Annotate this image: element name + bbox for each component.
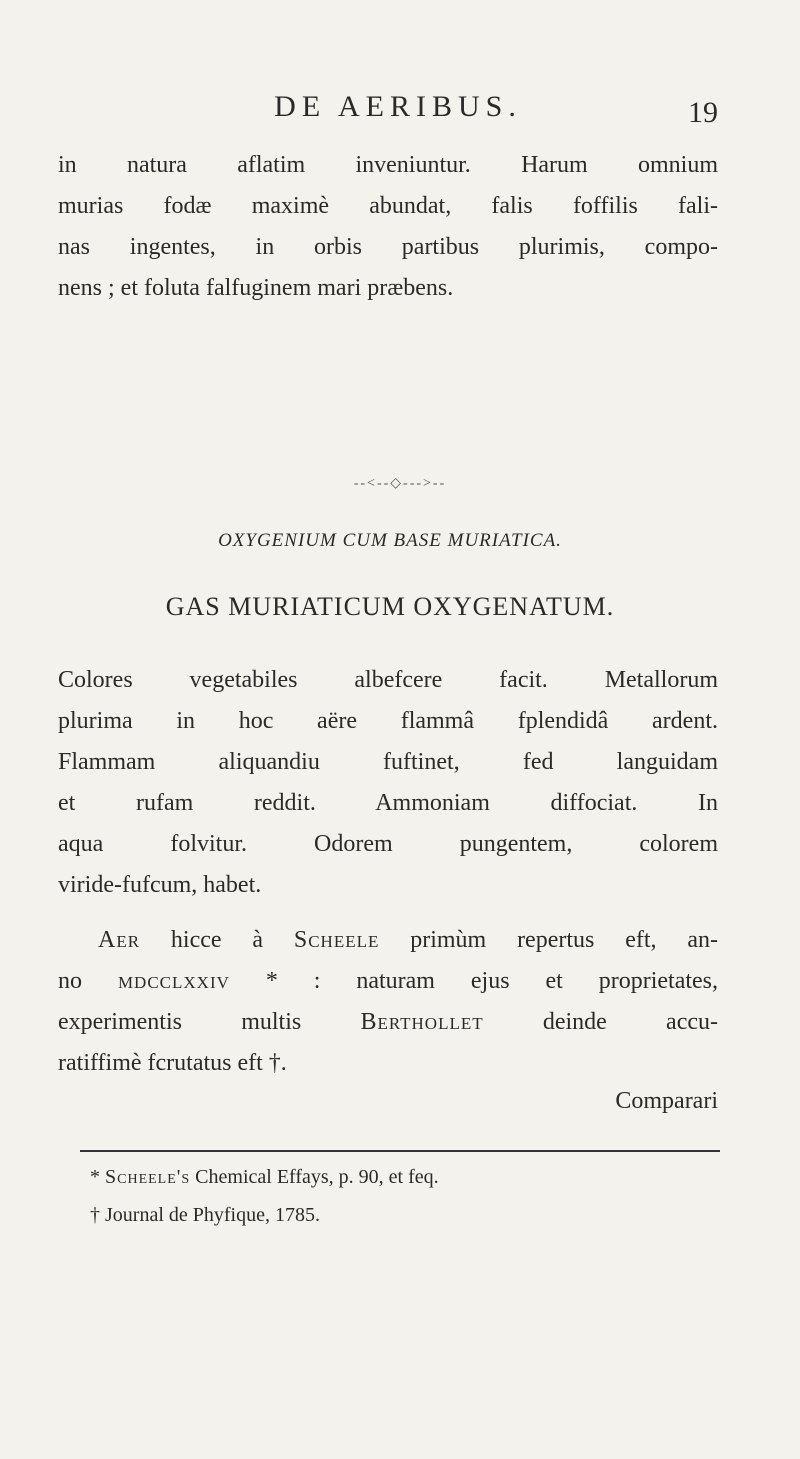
text-line: nens ; et foluta falfuginem mari præbens. [58, 275, 454, 301]
text-line: nas ingentes, in orbis partibus plurimis, compo- [58, 234, 718, 260]
text-line: Flammam aliquandiu fuftinet, fed languidam [58, 749, 718, 775]
paragraph-2 [58, 660, 718, 906]
running-head [98, 90, 718, 134]
text-line: in natura aflatim inveniuntur. Harum omnium [58, 152, 718, 178]
catchword: Comparari [615, 1088, 718, 1114]
text-run: experimentis multis [58, 1009, 361, 1035]
section-heading: GAS MURIATICUM OXYGENATUM. [165, 592, 615, 621]
text-line: ratiffimè fcrutatus eft †. [58, 1050, 287, 1076]
footnote-1 [80, 1158, 720, 1196]
text-line: plurima in hoc aëre flammâ fplendidâ ardent. [58, 708, 718, 734]
section-subheading: OXYGENIUM CUM BASE MURIATICA. [218, 530, 562, 551]
text-line: viride-fufcum, habet. [58, 872, 262, 898]
text-line: murias fodæ maximè abundat, falis foffilis fali- [58, 193, 718, 219]
footnotes [80, 1158, 720, 1234]
text-run: no [58, 968, 118, 994]
text-run: * [90, 1166, 105, 1188]
small-caps-word: Aer [98, 927, 141, 953]
footnote-rule [80, 1150, 720, 1152]
footnote-2: † Journal de Phyfique, 1785. [90, 1204, 320, 1226]
section-ornament: --<--◇--->-- [353, 476, 447, 491]
author-name: Berthollet [360, 1009, 484, 1035]
running-title: DE AERIBUS. [274, 90, 522, 123]
text-run: primùm repertus eft, an- [379, 927, 719, 953]
roman-numeral-year: mdcclxxiv [117, 968, 230, 994]
text-line: aqua folvitur. Odorem pungentem, colorem [58, 831, 718, 857]
paragraph-1 [58, 145, 718, 309]
author-name: Scheele's [105, 1166, 191, 1188]
text-run: deinde accu- [483, 1009, 718, 1035]
text-line: et rufam reddit. Ammoniam diffociat. In [58, 790, 718, 816]
paragraph-3 [58, 920, 718, 1084]
author-name: Scheele [293, 927, 380, 953]
text-line [58, 1002, 718, 1043]
text-run: Chemical Effays, p. 90, et feq. [190, 1166, 439, 1188]
text-run: hicce à [140, 927, 294, 953]
text-line [58, 961, 718, 1002]
text-run: * : naturam ejus et proprietates, [229, 968, 719, 994]
text-line [58, 920, 718, 961]
text-line: Colores vegetabiles albefcere facit. Metallorum [58, 667, 718, 693]
page-number: 19 [688, 96, 718, 129]
